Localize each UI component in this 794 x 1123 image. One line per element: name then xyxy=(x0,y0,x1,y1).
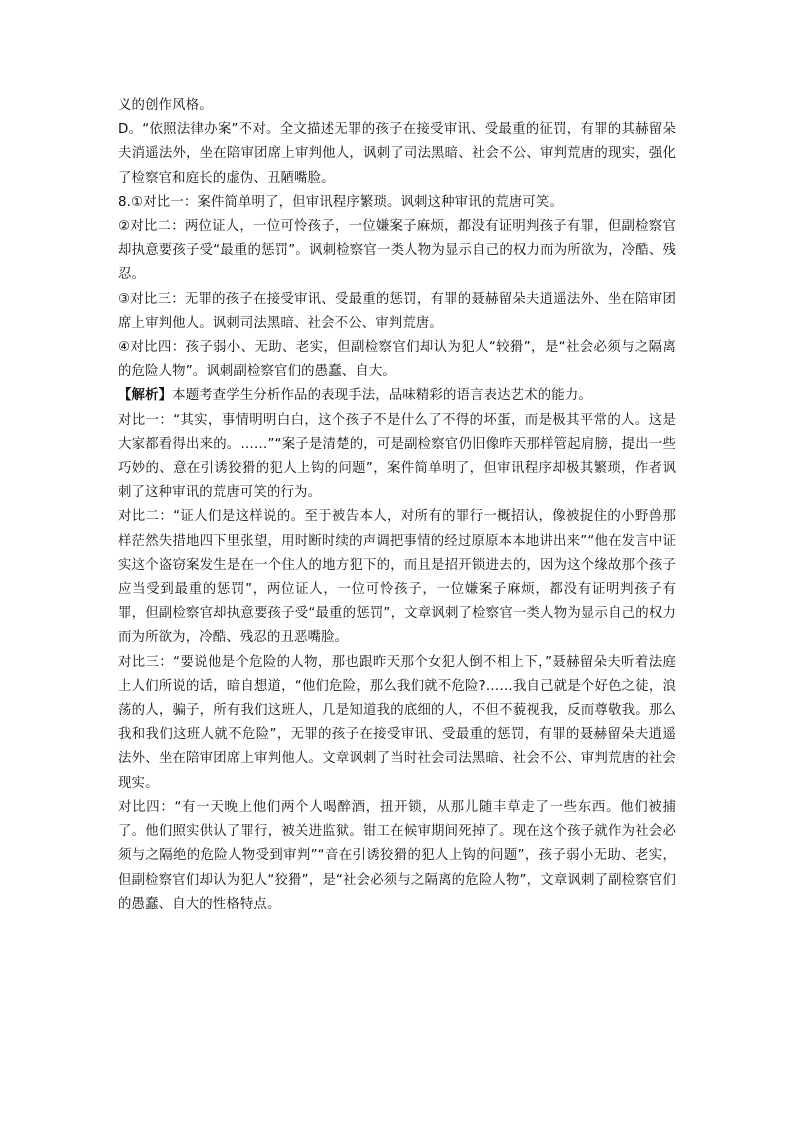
paragraph-text: 本题考查学生分析作品的表现手法，品味精彩的语言表达艺术的能力。 xyxy=(172,388,592,404)
paragraph-text: ②对比二：两位证人，一位可怜孩子，一位嫌案子麻烦，都没有证明判孩子有罪，但副检察官却执意要孩子受“最重的惩罚”。讽刺检察官一类人物为显示自己的权力而为所欲为，冷酷、残忍。 xyxy=(118,219,676,283)
analysis-label: 【解析】 xyxy=(118,388,173,404)
paragraph-q8-contrast-3 xyxy=(118,288,676,336)
paragraph-text: 对比二：“证人们是这样说的。至于被告本人，对所有的罪行一概招认，像被捉住的小野兽那样茫然失措地四下里张望，用时断时续的声调把事情的经过原原本本地讲出来”“他在发言中证实这个盗窃案发生是在一个住人的地方犯下的，而且是招开锁进去的，因为这个缘故那个孩子应当受到最重的惩罚”，两位证人，一位可怜孩子，一位嫌案子麻烦，都没有证明判孩子有罪，但副检察官却执意要孩子受“最重的惩罚”，文章讽刺了检察官一类人物为显示自己的权力而为所欲为，冷酷、残忍的丑恶嘴脸。 xyxy=(118,509,676,646)
paragraph-analysis-contrast-2 xyxy=(118,505,676,650)
paragraph-text: 8.①对比一：案件简单明了，但审讯程序繁琐。讽刺这种审讯的荒唐可笑。 xyxy=(118,194,563,210)
paragraph-option-d xyxy=(118,118,676,191)
paragraph-text: 对比三：“要说他是个危险的人物，那也跟昨天那个女犯人倒不相上下，”聂赫留朵夫听着法庭上人们所说的话，暗自想道，“他们危险，那么我们就不危险?……我自己就是个好色之徒，浪荡的人，骗子，所有我们这班人，几是知道我的底细的人，不但不藐视我，反而尊敬我。那么我和我们这班人就不危险”，无罪的孩子在接受审讯、受最重的惩罚，有罪的聂赫留朵夫逍遥法外、坐在陪审团席上审判他人。文章讽刺了当时社会司法黑暗、社会不公、审判荒唐的社会现实。 xyxy=(118,654,676,791)
paragraph-text: D。“依照法律办案”不对。全文描述无罪的孩子在接受审讯、受最重的征罚，有罪的其赫留朵夫消遥法外，坐在陪审团席上审判他人，讽刺了司法黑暗、社会不公、审判荒唐的现实，强化了检察官和庭长的虚伪、丑陋嘴脸。 xyxy=(118,122,676,186)
paragraph-continuation xyxy=(118,94,676,118)
answer-explanation-body xyxy=(118,94,676,917)
paragraph-q8-contrast-4 xyxy=(118,336,676,384)
paragraph-analysis-heading xyxy=(118,384,676,408)
paragraph-analysis-contrast-1 xyxy=(118,409,676,506)
paragraph-analysis-contrast-4 xyxy=(118,796,676,917)
paragraph-text: ③对比三：无罪的孩子在接受审讯、受最重的惩罚，有罪的聂赫留朵夫逍遥法外、坐在陪审团席上审判他人。讽刺司法黑暗、社会不公、审判荒唐。 xyxy=(118,291,676,331)
paragraph-text: 对比一：“其实，事情明明白白，这个孩子不是什么了不得的坏蛋，而是极其平常的人。这是大家都看得出来的。……”“案子是清楚的，可是副检察官仍旧像昨天那样管起肩膀，提出一些巧妙的、意在引诱狡猾的犯人上钩的问题”，案件简单明了，但审讯程序却极其繁琐，作者讽刺了这种审讯的荒唐可笑的行为。 xyxy=(118,412,676,501)
paragraph-text: 对比四：“有一天晚上他们两个人喝醉酒，扭开锁，从那儿随丰草走了一些东西。他们被捕了。他们照实供认了罪行，被关进监狱。钳工在候审期间死掉了。现在这个孩子就作为社会必须与之隔绝的危险人物受到审判”“音在引诱狡猾的犯人上钩的问题”，孩子弱小无助、老实，但副检察官们却认为犯人“狡猾”，是“社会必须与之隔离的危险人物”，文章讽刺了副检察官们的愚蠢、自大的性格特点。 xyxy=(118,799,676,912)
paragraph-text: ④对比四：孩子弱小、无助、老实，但副检察官们却认为犯人“较猾”，是“社会必须与之隔离的危险人物”。讽刺副检察官们的愚蠢、自大。 xyxy=(118,340,676,380)
paragraph-analysis-contrast-3 xyxy=(118,651,676,796)
paragraph-text: 义的创作风格。 xyxy=(118,98,213,113)
paragraph-q8-contrast-1 xyxy=(118,191,676,215)
paragraph-q8-contrast-2 xyxy=(118,215,676,288)
